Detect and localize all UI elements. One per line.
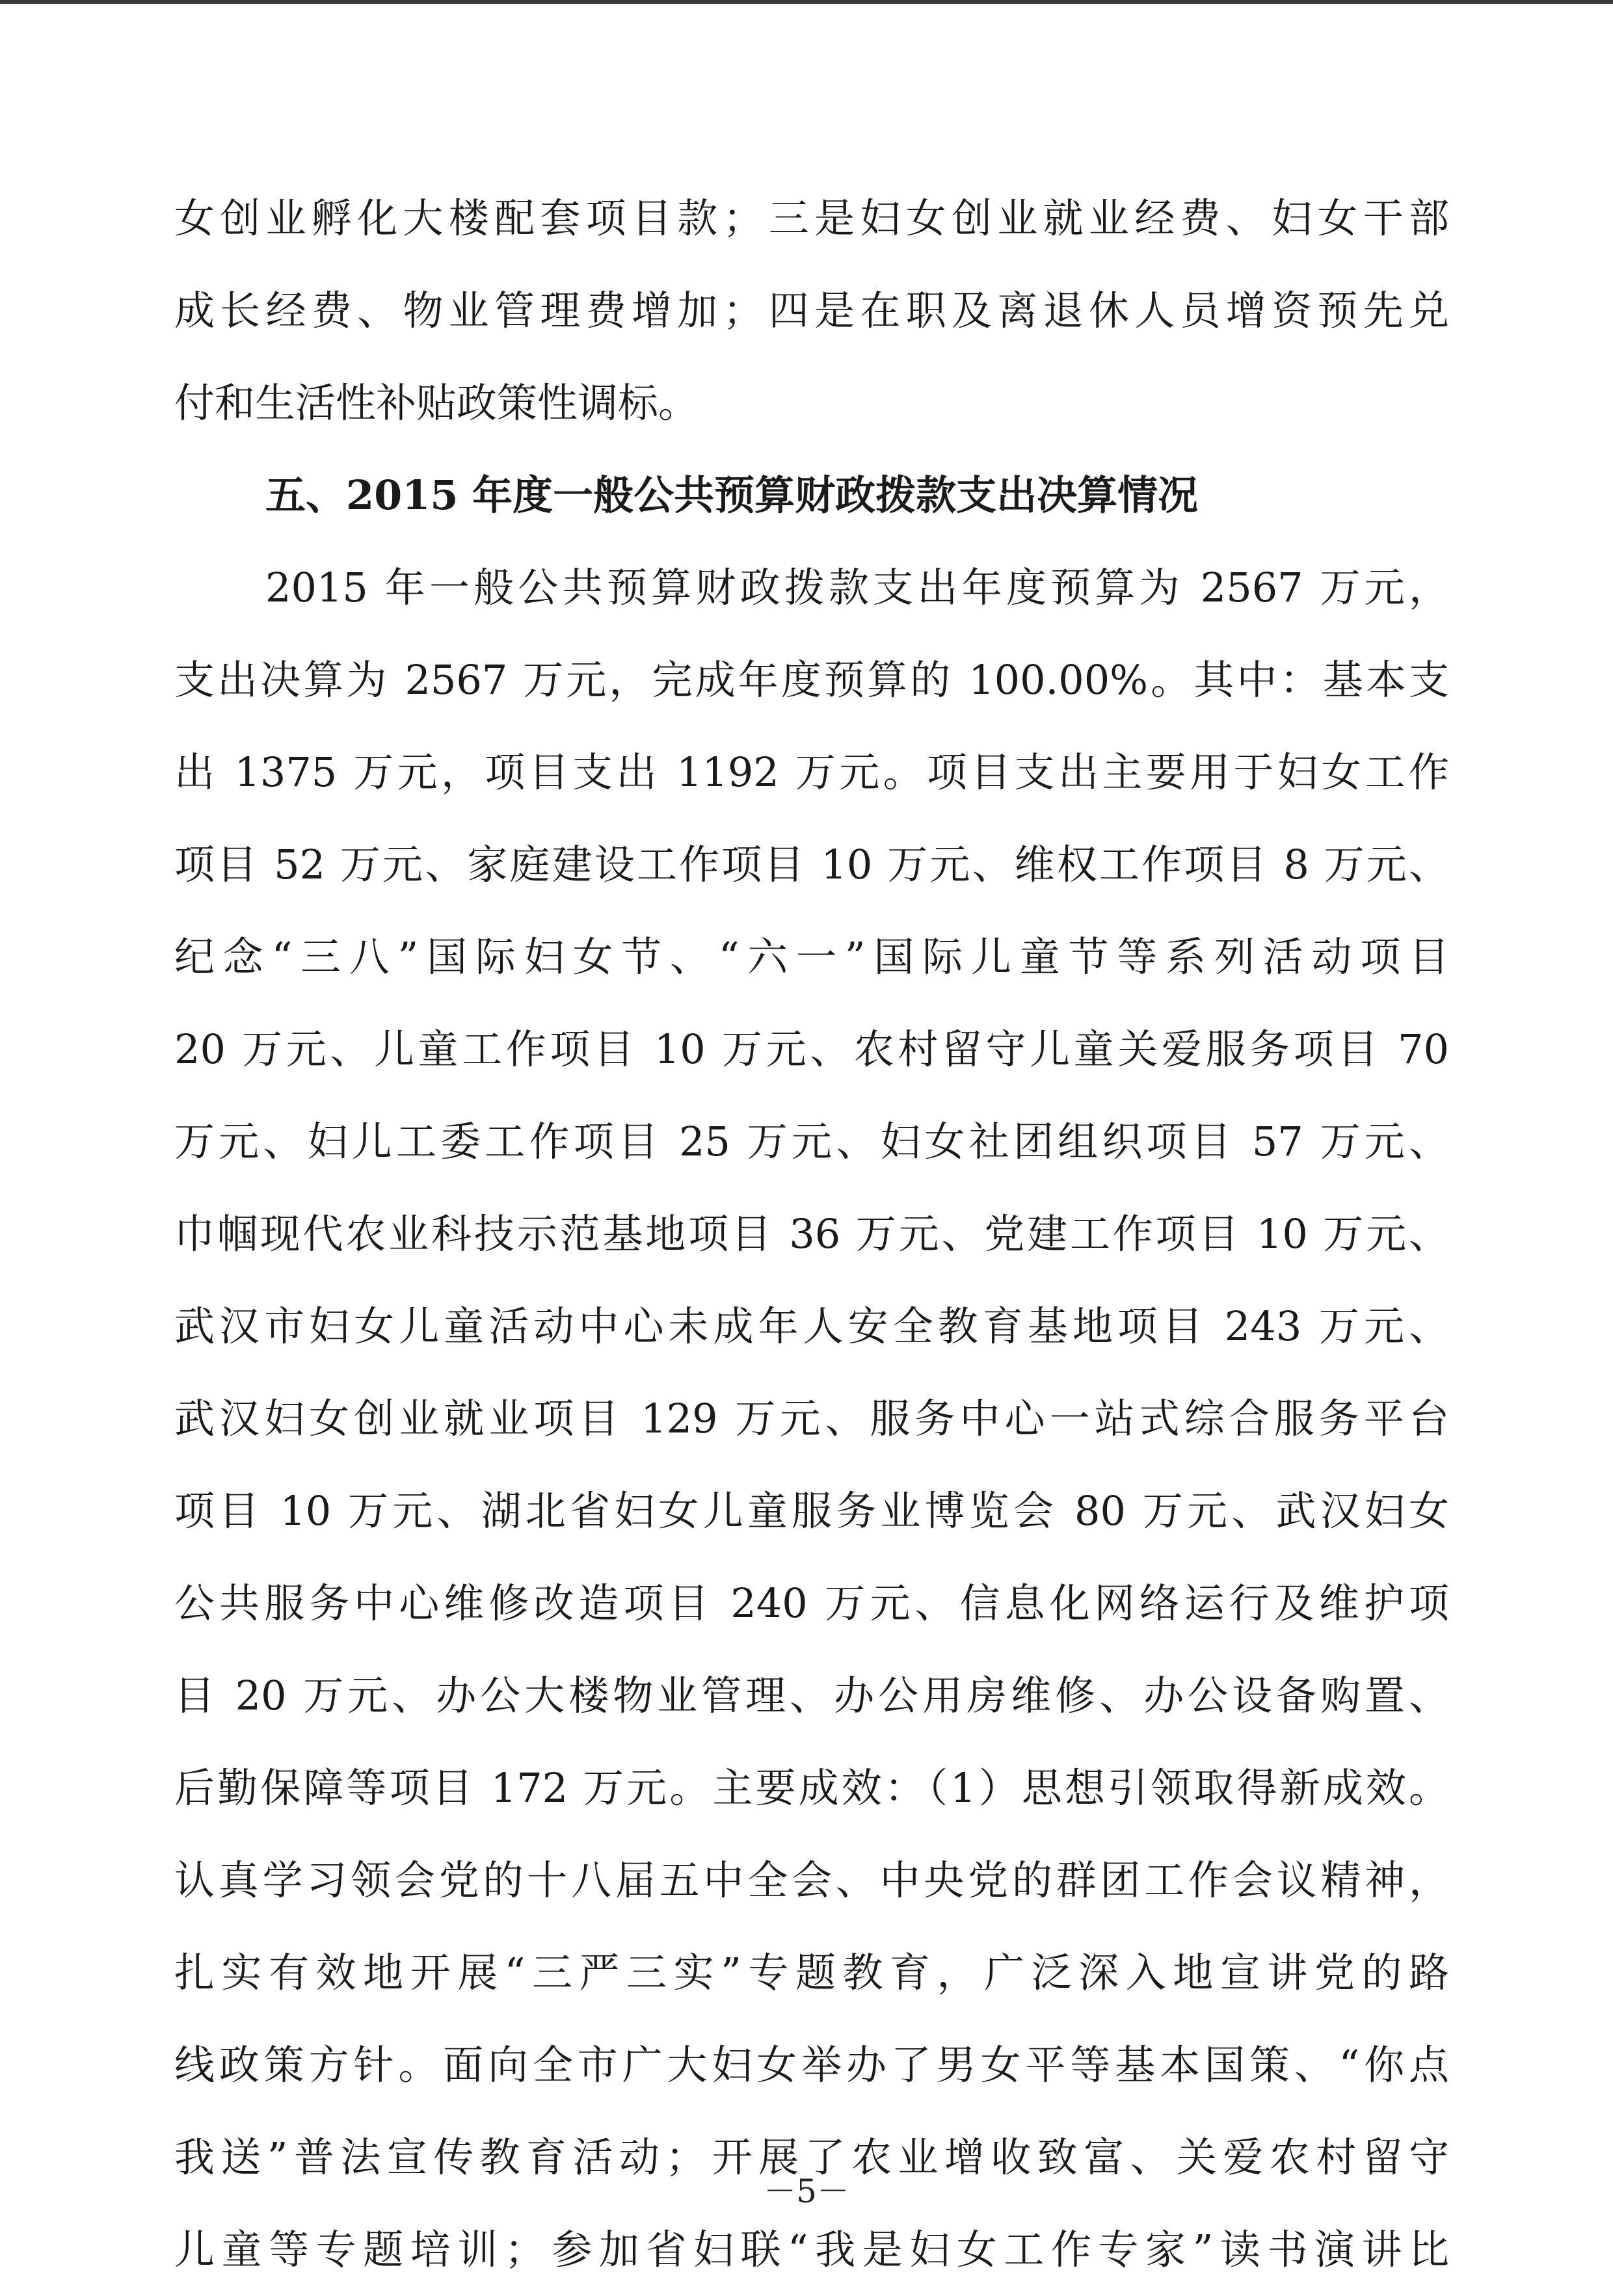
body-text-line-6: 支出决算为 2567 万元，完成年度预算的 100.00%。其中：基本支 — [174, 656, 1449, 704]
body-text-line-11: 万元、妇儿工委工作项目 25 万元、妇女社团组织项目 57 万元、 — [174, 1118, 1449, 1165]
page-number: －5－ — [764, 2172, 849, 2210]
body-text-line-1: 女创业孵化大楼配套项目款；三是妇女创业就业经费、妇女干部 — [174, 194, 1449, 242]
body-text-line-21: 线政策方针。面向全市广大妇女举办了男女平等基本国策、“你点 — [174, 2041, 1449, 2089]
body-text-line-20: 扎实有效地开展“三严三实”专题教育，广泛深入地宣讲党的路 — [174, 1949, 1449, 1996]
body-text-line-16: 公共服务中心维修改造项目 240 万元、信息化网络运行及维护项 — [174, 1579, 1449, 1627]
body-text-line-8: 项目 52 万元、家庭建设工作项目 10 万元、维权工作项目 8 万元、 — [174, 841, 1449, 888]
section-heading: 五、2015 年度一般公共预算财政拨款支出决算情况 — [265, 471, 1199, 519]
body-text-line-14: 武汉妇女创业就业项目 129 万元、服务中心一站式综合服务平台 — [174, 1395, 1449, 1442]
body-text-line-22: 我送”普法宣传教育活动；开展了农业增收致富、关爱农村留守 — [174, 2133, 1449, 2181]
body-text-line-5: 2015 年一般公共预算财政拨款支出年度预算为 2567 万元， — [265, 564, 1449, 611]
body-text-line-19: 认真学习领会党的十八届五中全会、中央党的群团工作会议精神， — [174, 1856, 1449, 1904]
body-text-line-12: 巾帼现代农业科技示范基地项目 36 万元、党建工作项目 10 万元、 — [174, 1210, 1449, 1258]
body-text-line-10: 20 万元、儿童工作项目 10 万元、农村留守儿童关爱服务项目 70 — [174, 1025, 1449, 1073]
body-text-line-3: 付和生活性补贴政策性调标。 — [174, 379, 699, 427]
body-text-line-17: 目 20 万元、办公大楼物业管理、办公用房维修、办公设备购置、 — [174, 1672, 1449, 1719]
body-text-line-23: 儿童等专题培训；参加省妇联“我是妇女工作专家”读书演讲比 — [174, 2226, 1449, 2273]
body-text-line-18: 后勤保障等项目 172 万元。主要成效：（1）思想引领取得新成效。 — [174, 1764, 1449, 1812]
body-text-line-9: 纪念“三八”国际妇女节、“六一”国际儿童节等系列活动项目 — [174, 933, 1449, 981]
body-text-line-2: 成长经费、物业管理费增加；四是在职及离退休人员增资预先兑 — [174, 287, 1449, 334]
body-text-line-13: 武汉市妇女儿童活动中心未成年人安全教育基地项目 243 万元、 — [174, 1302, 1449, 1350]
top-border-rule — [0, 0, 1613, 4]
body-text-line-15: 项目 10 万元、湖北省妇女儿童服务业博览会 80 万元、武汉妇女 — [174, 1487, 1449, 1535]
document-page-body — [174, 172, 1449, 2296]
body-text-line-7: 出 1375 万元，项目支出 1192 万元。项目支出主要用于妇女工作 — [174, 748, 1449, 796]
